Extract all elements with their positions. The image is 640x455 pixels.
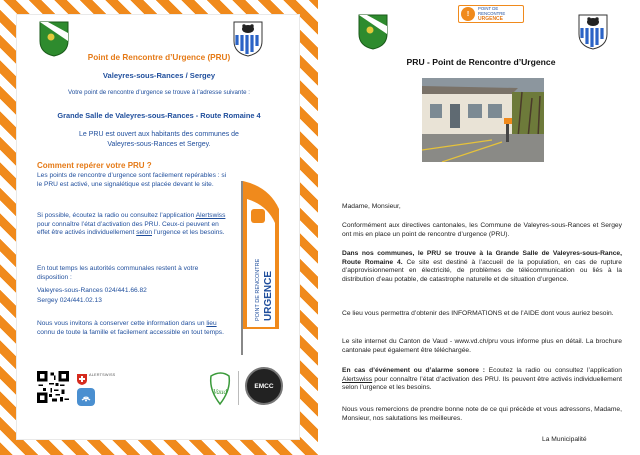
pru-logo-line3: URGENCE [478, 16, 504, 22]
keep-text-pre: Nous vous invitons à conserver cette information dans un [37, 320, 207, 327]
flyer-open-line1: Le PRU est ouvert aux habitants des communes de [79, 131, 239, 138]
grande-salle-photo [422, 78, 544, 162]
pru-flag-banner [239, 179, 283, 355]
pru-logo-text [478, 6, 505, 22]
qr-code-icon [37, 371, 69, 403]
logo-divider [238, 371, 239, 405]
valeyres-crest-icon [39, 21, 69, 57]
phone-sergey: Sergey 024/441.02.13 [37, 297, 102, 304]
pru-logo-icon: ! [461, 7, 475, 21]
banner-text-1: POINT DE RENCONTRE [255, 258, 261, 321]
spot-heading: Comment repérer votre PRU ? [37, 161, 152, 170]
alarm-pre: Ecoutez la radio ou consultez l’application [484, 367, 622, 374]
authorities-text: En tout temps les autorités communales restent à votre disposition : [37, 265, 199, 281]
banner-text-2: URGENCE [263, 270, 274, 321]
spot-text: Les points de rencontre d’urgence sont facilement repérables : si le PRU est activé, une signalétique est placée devant le site. [37, 172, 227, 188]
paragraph-directives: Conformément aux directives cantonales, les Commune de Valeyres-sous-Rances et Sergey ont mis en place un point de rencontre d’urgence (PRU). [342, 222, 622, 238]
keep-text-post: connu de toute la famille et facilement accessible en tout temps. [37, 328, 224, 336]
valeyres-crest-icon [358, 14, 388, 50]
sergey-crest-icon [578, 14, 608, 50]
lieu-word: lieu [206, 320, 217, 327]
alertswiss-label: ALERTSWISS [89, 373, 116, 377]
swiss-shield-icon [77, 372, 87, 383]
pru-logo-line2: RENCONTRE [478, 11, 506, 16]
greeting: Madame, Monsieur, [342, 203, 401, 210]
phone-valeyres: Valeyres-sous-Rances 024/441.66.82 [37, 287, 147, 294]
paragraph-closing: Nous vous remercions de prendre bonne note de ce qui précède et vous adressons, Madame, Monsieur, nos salutations les meilleures. [342, 406, 622, 422]
signature: La Municipalité [542, 436, 587, 443]
radio-text [37, 212, 231, 238]
emcc-label: EMCC [254, 382, 274, 390]
paragraph-info: Ce lieu vous permettra d’obtenir des INFORMATIONS et de l’AIDE dont vous auriez besoin. [342, 310, 614, 317]
sergey-crest-icon [233, 21, 263, 57]
selon-word: selon [136, 229, 152, 237]
alertswiss-app-icon [77, 388, 95, 406]
flyer-open-line2: Valeyres-sous-Rances et Sergey. [107, 140, 211, 148]
flyer-address-intro: Votre point de rencontre d’urgence se trouve à l’adresse suivante : [68, 89, 250, 96]
municipal-letter [322, 0, 640, 455]
radio-text-mid: pour connaître l’état d’activation des PRU. Ceux-ci peuvent en effet être activés individuellement [37, 220, 219, 237]
alarm-post: pour connaître l’état d’activation des PRU. Ils peuvent être activés individuellement selon l’urgence et les besoins. [342, 375, 622, 392]
letter-title: PRU - Point de Rencontre d’Urgence [406, 57, 556, 67]
flyer-open-text [17, 130, 301, 149]
radio-text-pre: Si possible, écoutez la radio ou consultez l’application [37, 212, 196, 219]
pru-logo-line1: POINT DE [478, 6, 499, 11]
keep-info-text [37, 320, 231, 337]
flyer-content [16, 14, 300, 440]
alertswiss-word: Alertswiss [342, 375, 373, 383]
emcc-logo-icon [245, 367, 283, 405]
flyer-title: Point de Rencontre d’Urgence (PRU) [87, 53, 231, 62]
emergency-flyer [0, 0, 318, 455]
alertswiss-word: Alertswiss [195, 212, 226, 219]
vaud-logo-icon [207, 370, 233, 406]
location-bold: Dans nos communes, le PRU se trouve à la Grande Salle de Valeyres-sous-Rance, Route Romaine 4. [342, 250, 622, 266]
paragraph-website: Le site internet du Canton de Vaud - www.vd.ch/pru vous informe plus en détail. La brochure cantonale peut également être téléchargée. [342, 338, 622, 354]
paragraph-location [342, 250, 622, 284]
alarm-bold: En cas d’événement ou d’alarme sonore : [342, 367, 485, 374]
paragraph-alarm [342, 367, 622, 393]
radio-text-post: l’urgence et les besoins. [151, 229, 225, 237]
flyer-location: Valeyres-sous-Rances / Sergey [102, 71, 216, 80]
location-rest: Ce site est destiné à l’accueil de la population, en cas de rupture d’approvisionnement en électricité, de problèmes de télécommunication ou liés à la distribution d’eau potable, de catastrophe naturelle et de situation d’urgence. [342, 258, 623, 283]
flyer-address: Grande Salle de Valeyres-sous-Rances - Route Romaine 4 [57, 111, 261, 120]
vaud-label: Vaud [213, 388, 227, 396]
pru-logo [458, 5, 524, 23]
